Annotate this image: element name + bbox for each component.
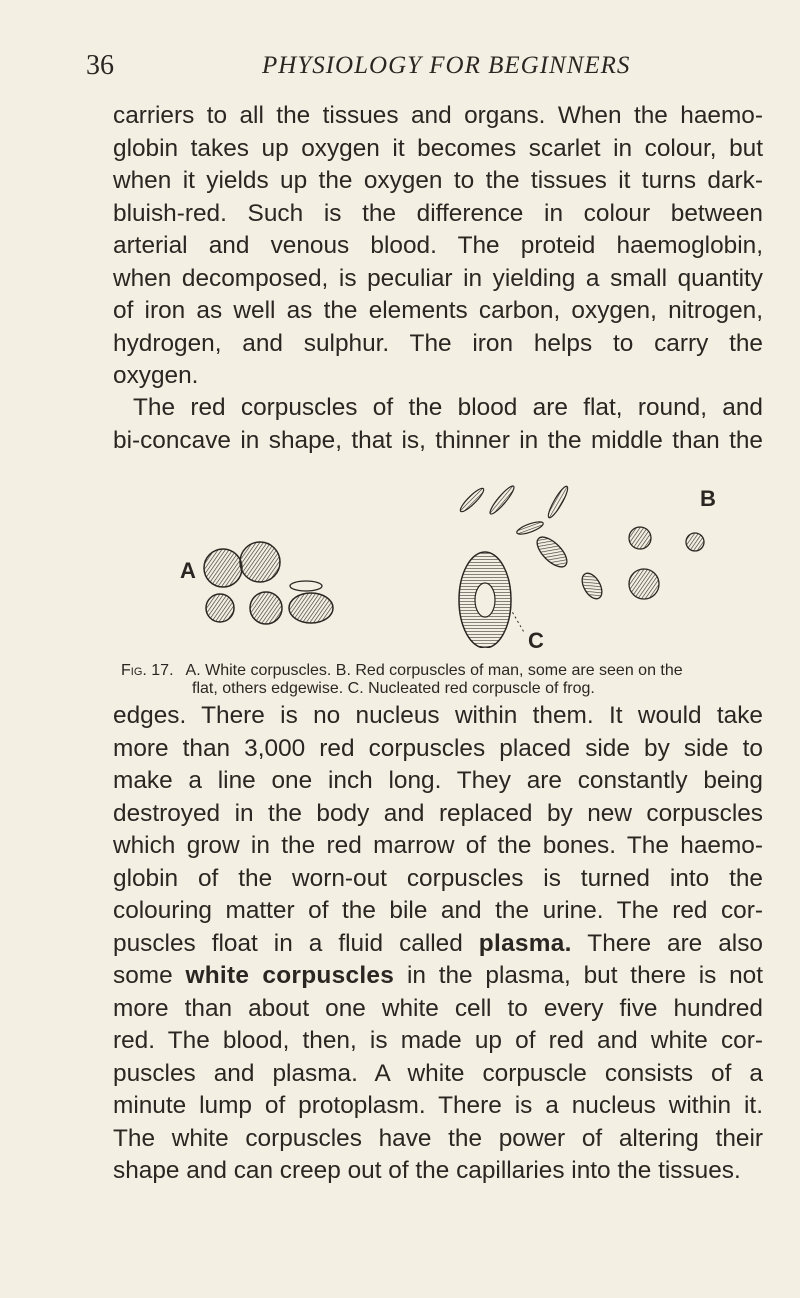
text-line: The red corpuscles of the blood are flat, round, and: [133, 394, 763, 421]
white-corpuscle: [204, 549, 242, 587]
label-a: A: [180, 558, 196, 583]
term-plasma: plasma.: [478, 929, 572, 957]
text-line: destroyed in the body and replaced by new corpuscles: [113, 799, 763, 827]
text-fragment: some: [113, 962, 186, 989]
paragraph-red-corpuscles-intro: [113, 392, 763, 457]
text-line: when decomposed, is peculiar in yielding a small quantity: [113, 264, 763, 292]
caption-line: flat, others edgewise. C. Nucleated red corpuscle of frog.: [192, 680, 595, 697]
text-line: make a line one inch long. They are constantly being: [113, 767, 763, 794]
white-corpuscle: [206, 594, 234, 622]
red-corpuscle-edgewise: [546, 484, 571, 519]
text-line: arterial and venous blood. The proteid haemoglobin,: [113, 232, 763, 259]
label-c: C: [528, 628, 544, 648]
figure-number: Fig. 17.: [121, 662, 174, 679]
white-corpuscle: [290, 581, 322, 591]
red-corpuscle-edgewise: [458, 486, 486, 514]
text-line: globin of the worn-out corpuscles is turned into the: [113, 864, 763, 892]
text-line: when it yields up the oxygen to the tissues it turns dark-: [113, 167, 763, 194]
text-line: bluish-red. Such is the difference in colour between: [113, 199, 763, 227]
text-line: bi-concave in shape, that is, thinner in the middle than the: [113, 426, 763, 454]
label-b: B: [700, 486, 716, 511]
text-fragment: in the plasma, but there is not: [394, 962, 764, 989]
text-line: carriers to all the tissues and organs. When the haemo-: [113, 102, 763, 129]
text-line: puscles and plasma. A white corpuscle consists of a: [113, 1059, 763, 1087]
text-line: The white corpuscles have the power of altering their: [113, 1124, 763, 1152]
text-line: minute lump of protoplasm. There is a nucleus within it.: [113, 1092, 763, 1119]
white-corpuscle: [289, 593, 333, 623]
red-corpuscle-flat: [629, 527, 651, 549]
red-corpuscle-flat: [578, 570, 606, 602]
text-line: more than about one white cell to every five hundred: [113, 994, 763, 1022]
caption-line: A. White corpuscles. B. Red corpuscles of man, some are seen on the: [185, 662, 683, 679]
running-title: PHYSIOLOGY FOR BEGINNERS: [262, 52, 631, 79]
text-fragment: There are also: [571, 929, 763, 957]
text-line: shape and can creep out of the capillaries into the tissues.: [113, 1157, 741, 1184]
text-line: oxygen.: [113, 362, 199, 389]
text-line: [113, 928, 763, 961]
paragraph-haemoglobin: [113, 100, 763, 393]
text-line: red. The blood, then, is made up of red and white cor-: [113, 1027, 763, 1054]
text-line: globin takes up oxygen it becomes scarlet in colour, but: [113, 134, 763, 162]
text-line: hydrogen, and sulphur. The iron helps to carry the: [113, 329, 763, 357]
text-line: colouring matter of the bile and the urine. The red cor-: [113, 897, 763, 924]
figure-caption: [113, 662, 763, 698]
nucleus: [475, 583, 495, 617]
page-number: 36: [86, 50, 114, 81]
white-corpuscles: [204, 542, 333, 624]
frog-nucleated-corpuscle: [459, 552, 525, 648]
text-line: more than 3,000 red corpuscles placed side by side to: [113, 734, 763, 762]
red-corpuscle-flat: [532, 532, 572, 572]
red-corpuscle-flat: [686, 533, 704, 551]
paragraph-corpuscles-detail: [113, 700, 763, 1188]
figure-blood-corpuscles: [180, 478, 760, 648]
text-fragment: puscles float in a fluid called: [113, 929, 479, 957]
text-line: which grow in the red marrow of the bones. The haemo-: [113, 832, 763, 859]
text-line: of iron as well as the elements carbon, oxygen, nitrogen,: [113, 297, 763, 324]
red-corpuscle-flat: [629, 569, 659, 599]
corpuscle-illustration: [180, 478, 760, 648]
text-line: edges. There is no nucleus within them. It would take: [113, 702, 763, 729]
white-corpuscle: [240, 542, 280, 582]
text-line: [113, 960, 763, 993]
white-corpuscle: [250, 592, 282, 624]
pointer-line: [510, 608, 525, 634]
red-corpuscle-edgewise: [487, 484, 516, 517]
page-header: [86, 50, 766, 90]
term-white-corpuscles: white corpuscles: [185, 962, 395, 989]
red-corpuscle-edgewise: [515, 519, 544, 536]
